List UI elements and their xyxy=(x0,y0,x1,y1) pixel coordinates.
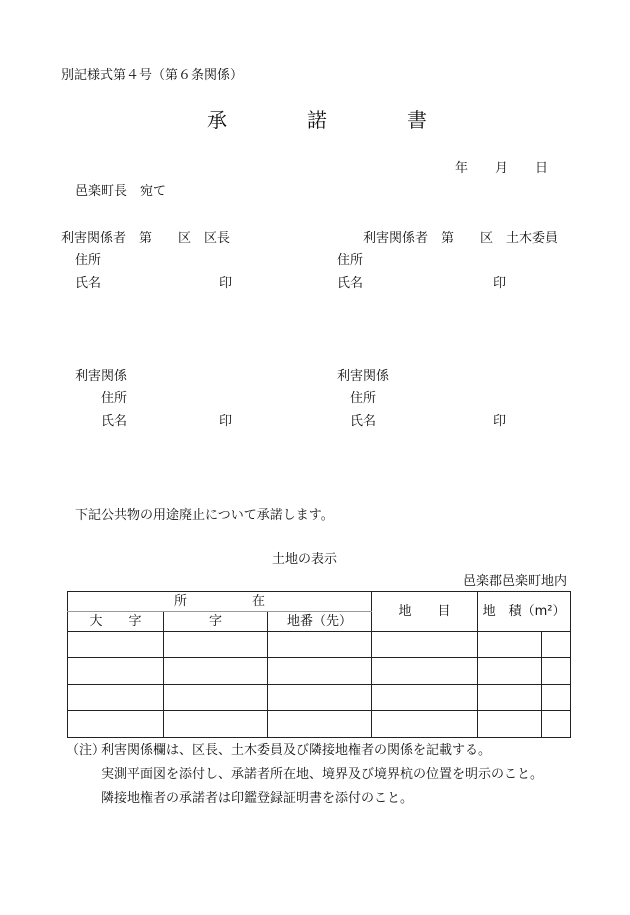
cell-lot[interactable] xyxy=(268,711,372,738)
header-category: 地 目 xyxy=(372,592,478,632)
cell-oaza[interactable] xyxy=(68,632,164,658)
cell-area-int[interactable] xyxy=(478,658,542,685)
land-header-row xyxy=(68,592,571,612)
land-location-note: 邑楽郡邑楽町地内 xyxy=(463,574,568,589)
party-left-top-seal: 印 xyxy=(219,276,233,291)
cell-aza[interactable] xyxy=(164,685,268,711)
cell-aza[interactable] xyxy=(164,711,268,738)
title-char-3: 書 xyxy=(407,108,427,132)
cell-category[interactable] xyxy=(372,711,478,738)
addressee: 邑楽町長 宛て xyxy=(75,184,167,199)
party-right-top-name: 氏名 xyxy=(337,276,364,291)
cell-oaza[interactable] xyxy=(68,658,164,685)
party-right-bottom-name: 氏名 xyxy=(350,414,377,429)
cell-lot[interactable] xyxy=(268,685,372,711)
party-right-bottom-address: 住所 xyxy=(350,391,377,406)
note-line-1: 利害関係欄は、区長、土木委員及び隣接地権者の関係を記載する。 xyxy=(101,743,492,758)
header-aza: 字 xyxy=(164,612,268,632)
party-left-top-heading: 利害関係者 第 区 区長 xyxy=(61,231,231,246)
header-lot: 地番（先） xyxy=(268,612,372,632)
cell-category[interactable] xyxy=(372,658,478,685)
party-right-bottom-heading: 利害関係 xyxy=(337,369,390,384)
cell-area-dec[interactable] xyxy=(542,685,571,711)
date-day: 日 xyxy=(535,161,549,176)
date-year: 年 xyxy=(455,161,469,176)
cell-oaza[interactable] xyxy=(68,711,164,738)
cell-aza[interactable] xyxy=(164,632,268,658)
cell-area-dec[interactable] xyxy=(542,632,571,658)
party-left-bottom-address: 住所 xyxy=(101,391,128,406)
land-table xyxy=(67,591,571,738)
party-right-bottom-seal: 印 xyxy=(493,414,507,429)
table-row xyxy=(68,685,571,711)
party-left-top-address: 住所 xyxy=(75,253,102,268)
header-location: 所 在 xyxy=(68,592,372,612)
party-left-bottom-seal: 印 xyxy=(219,414,233,429)
cell-area-int[interactable] xyxy=(478,711,542,738)
party-right-top-address: 住所 xyxy=(337,253,364,268)
table-row xyxy=(68,711,571,738)
consent-statement: 下記公共物の用途廃止について承諾します。 xyxy=(75,508,334,523)
land-caption: 土地の表示 xyxy=(272,552,338,567)
cell-area-int[interactable] xyxy=(478,685,542,711)
note-line-2: 実測平面図を添付し、承諾者所在地、境界及び境界杭の位置を明示のこと。 xyxy=(101,767,544,782)
cell-area-dec[interactable] xyxy=(542,711,571,738)
cell-area-dec[interactable] xyxy=(542,658,571,685)
title-char-1: 承 xyxy=(207,108,227,132)
cell-lot[interactable] xyxy=(268,632,372,658)
date-month: 月 xyxy=(495,161,509,176)
header-area: 地 積（m²） xyxy=(478,592,571,632)
cell-area-int[interactable] xyxy=(478,632,542,658)
header-oaza: 大 字 xyxy=(68,612,164,632)
note-line-3: 隣接地権者の承諾者は印鑑登録証明書を添付のこと。 xyxy=(101,791,414,806)
cell-lot[interactable] xyxy=(268,658,372,685)
form-number: 別記様式第４号（第６条関係） xyxy=(61,68,244,83)
notes-label: （注） xyxy=(66,743,106,758)
party-left-bottom-name: 氏名 xyxy=(101,414,128,429)
party-right-top-heading: 利害関係者 第 区 土木委員 xyxy=(363,231,559,246)
party-left-bottom-heading: 利害関係 xyxy=(75,369,128,384)
cell-aza[interactable] xyxy=(164,658,268,685)
table-row xyxy=(68,632,571,658)
cell-category[interactable] xyxy=(372,685,478,711)
party-left-top-name: 氏名 xyxy=(75,276,102,291)
cell-oaza[interactable] xyxy=(68,685,164,711)
table-row xyxy=(68,658,571,685)
cell-category[interactable] xyxy=(372,632,478,658)
party-right-top-seal: 印 xyxy=(493,276,507,291)
title-char-2: 諾 xyxy=(307,108,327,132)
